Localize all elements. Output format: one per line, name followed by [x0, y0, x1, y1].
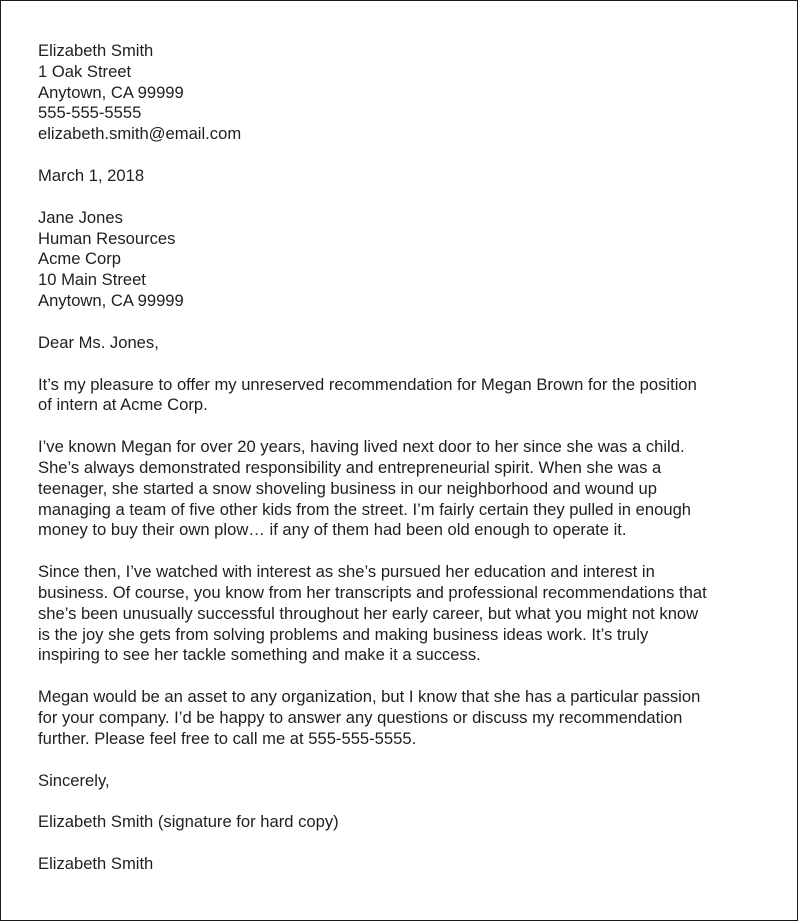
spacer	[38, 416, 777, 437]
paragraph-line: She’s always demonstrated responsibility and entrepreneurial spirit. When she was a	[38, 457, 662, 477]
paragraph-line: It’s my pleasure to offer my unreserved recommendation for Megan Brown for the position	[38, 374, 697, 394]
spacer	[38, 145, 777, 166]
spacer	[38, 833, 777, 854]
recipient-address-block	[38, 208, 777, 312]
paragraph-line: managing a team of five other kids from the street. I’m fairly certain they pulled in enough	[38, 499, 692, 519]
date-block	[38, 166, 777, 187]
paragraph-line: business. Of course, you know from her transcripts and professional recommendations that	[38, 582, 707, 602]
paragraph-line: teenager, she started a snow shoveling business in our neighborhood and wound up	[38, 478, 658, 498]
paragraph-line: further. Please feel free to call me at 555-555-5555.	[38, 728, 417, 748]
sender-phone: 555-555-5555	[38, 103, 142, 123]
paragraph-line: for your company. I’d be happy to answer any questions or discuss my recommendation	[38, 707, 683, 727]
spacer	[38, 541, 777, 562]
paragraph-line: she’s been unusually successful throughout her early career, but what you might not know	[38, 603, 699, 623]
body-paragraph-1	[38, 375, 777, 417]
spacer	[38, 354, 777, 375]
signature-note: Elizabeth Smith (signature for hard copy)	[38, 812, 339, 832]
sender-street: 1 Oak Street	[38, 61, 132, 81]
sender-email: elizabeth.smith@email.com	[38, 124, 242, 144]
paragraph-line: money to buy their own plow… if any of them had been old enough to operate it.	[38, 520, 627, 540]
paragraph-line: I’ve known Megan for over 20 years, having lived next door to her since she was a child.	[38, 437, 685, 457]
salutation-block	[38, 333, 777, 354]
typed-name: Elizabeth Smith	[38, 854, 154, 874]
closing: Sincerely,	[38, 770, 110, 790]
paragraph-line: Megan would be an asset to any organization, but I know that she has a particular passion	[38, 687, 701, 707]
recipient-name: Jane Jones	[38, 207, 123, 227]
paragraph-line: of intern at Acme Corp.	[38, 395, 208, 415]
spacer	[38, 791, 777, 812]
spacer	[38, 312, 777, 333]
body-paragraph-2	[38, 437, 777, 541]
body-paragraph-4	[38, 687, 777, 749]
recipient-department: Human Resources	[38, 228, 176, 248]
typed-name-block	[38, 854, 777, 875]
paragraph-line: is the joy she gets from solving problems and making business ideas work. It’s truly	[38, 624, 649, 644]
spacer	[38, 666, 777, 687]
spacer	[38, 750, 777, 771]
body-paragraph-3	[38, 562, 777, 666]
signature-block	[38, 812, 777, 833]
sender-address-block	[38, 41, 777, 145]
letter-date: March 1, 2018	[38, 165, 145, 185]
paragraph-line: inspiring to see her tackle something and make it a success.	[38, 645, 481, 665]
spacer	[38, 187, 777, 208]
recipient-street: 10 Main Street	[38, 270, 146, 290]
recipient-company: Acme Corp	[38, 249, 121, 269]
sender-name: Elizabeth Smith	[38, 41, 154, 60]
sender-city-state-zip: Anytown, CA 99999	[38, 82, 184, 102]
salutation: Dear Ms. Jones,	[38, 332, 159, 352]
recipient-city-state-zip: Anytown, CA 99999	[38, 290, 184, 310]
closing-block	[38, 771, 777, 792]
paragraph-line: Since then, I’ve watched with interest as she’s pursued her education and interest in	[38, 562, 655, 582]
